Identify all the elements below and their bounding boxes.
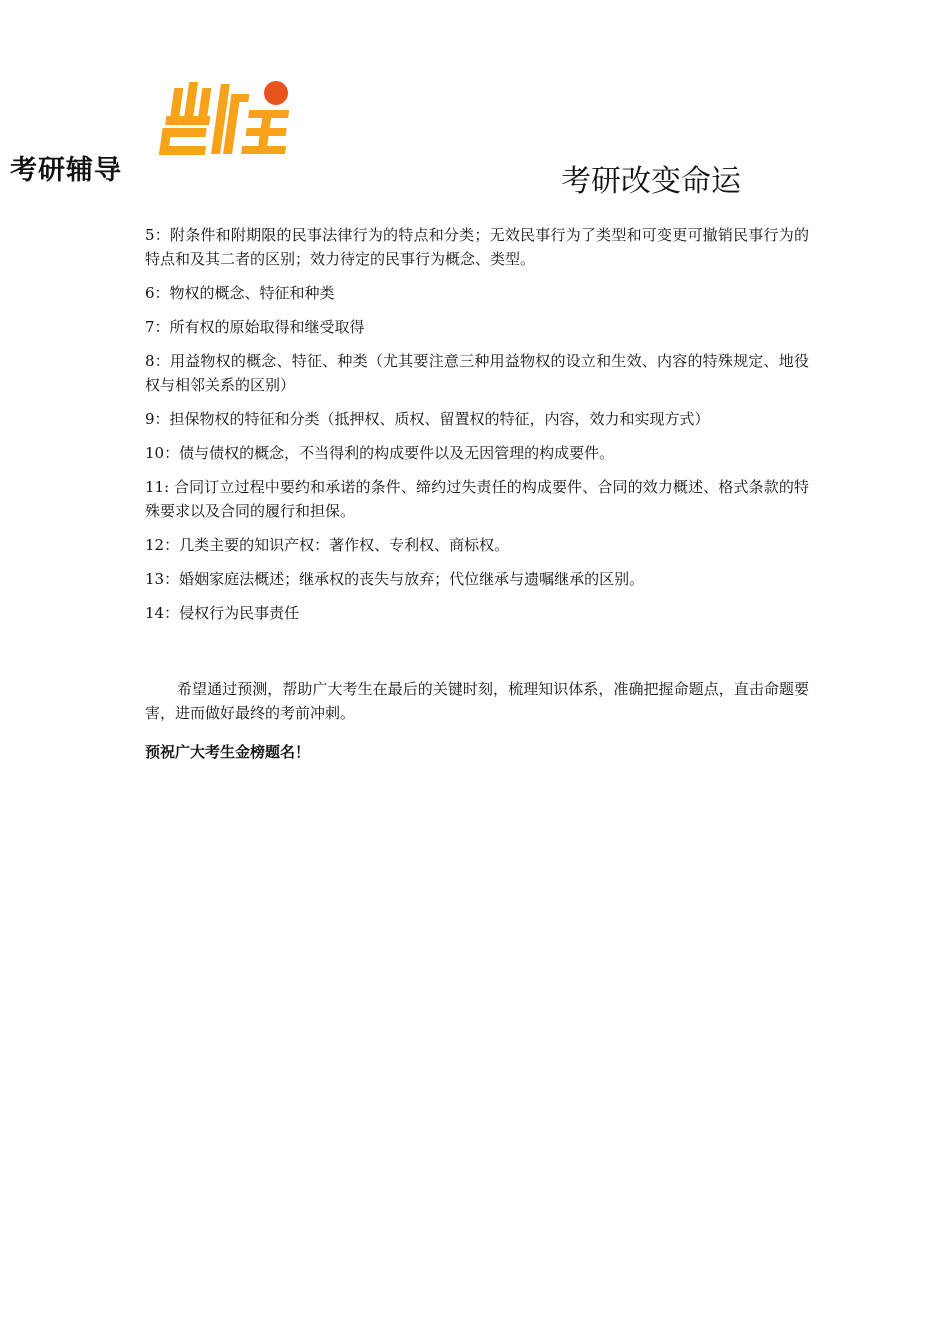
closing-wish: 预祝广大考生金榜题名！ bbox=[145, 743, 311, 761]
list-item: 7：所有权的原始取得和继受取得 bbox=[145, 318, 365, 336]
document-body bbox=[145, 223, 809, 779]
logo-mark-icon bbox=[150, 76, 300, 160]
page-header bbox=[0, 0, 950, 215]
list-item: 5：附条件和附期限的民事法律行为的特点和分类；无效民事行为了类型和可变更可撤销民事行为的特点和及其二者的区别；效力待定的民事行为概念、类型。 bbox=[145, 226, 809, 268]
header-slogan: 考研改变命运 bbox=[561, 164, 741, 199]
list-item: 14：侵权行为民事责任 bbox=[145, 604, 300, 622]
list-item: 12：几类主要的知识产权：著作权、专利权、商标权。 bbox=[145, 536, 510, 554]
list-item: 11: 合同订立过程中要约和承诺的条件、缔约过失责任的构成要件、合同的效力概述、格式条款的特殊要求以及合同的履行和担保。 bbox=[145, 478, 809, 520]
list-item: 13：婚姻家庭法概述；继承权的丧失与放弃；代位继承与遗嘱继承的区别。 bbox=[145, 570, 645, 588]
logo-text: 考研辅导 bbox=[10, 155, 122, 186]
closing-paragraph: 希望通过预测，帮助广大考生在最后的关键时刻，梳理知识体系，准确把握命题点，直击命题要害，进而做好最终的考前冲刺。 bbox=[145, 680, 809, 722]
list-item: 6：物权的概念、特征和种类 bbox=[145, 284, 335, 302]
list-item: 8：用益物权的概念、特征、种类（尤其要注意三种用益物权的设立和生效、内容的特殊规定、地役权与相邻关系的区别） bbox=[145, 352, 809, 394]
kaicheng-logo bbox=[150, 76, 300, 198]
list-item: 10：债与债权的概念，不当得利的构成要件以及无因管理的构成要件。 bbox=[145, 444, 615, 462]
logo-dot-icon bbox=[264, 81, 288, 105]
list-item: 9：担保物权的特征和分类（抵押权、质权、留置权的特征，内容，效力和实现方式） bbox=[145, 410, 710, 428]
